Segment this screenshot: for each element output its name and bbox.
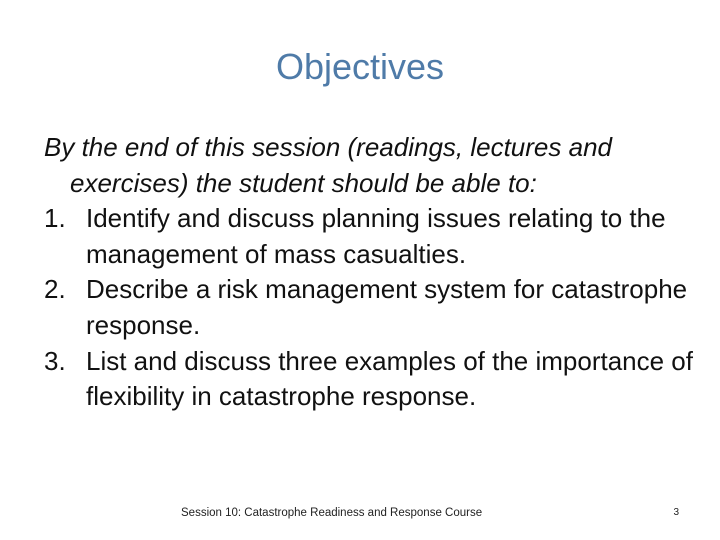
- objective-number: 1.: [44, 203, 66, 234]
- intro-text: By the end of this session (readings, lectures and exercises) the student should be able to:: [44, 132, 612, 198]
- slide-title: Objectives: [275, 46, 445, 87]
- slide-body: [44, 130, 694, 415]
- objective-item-1: [44, 201, 694, 272]
- objective-text: Identify and discuss planning issues relating to the management of mass casualties.: [86, 203, 666, 269]
- objective-text: List and discuss three examples of the importance of flexibility in catastrophe response.: [86, 345, 693, 412]
- objective-item-3: [44, 344, 694, 415]
- page-number: 3: [673, 507, 679, 518]
- objective-number: 2.: [44, 274, 66, 305]
- objective-text: Describe a risk management system for catastrophe response.: [86, 274, 688, 340]
- objective-number: 3.: [44, 345, 66, 376]
- footer-text: Session 10: Catastrophe Readiness and Response Course: [181, 507, 483, 519]
- slide-footer: [0, 505, 720, 521]
- objective-item-2: [44, 272, 694, 343]
